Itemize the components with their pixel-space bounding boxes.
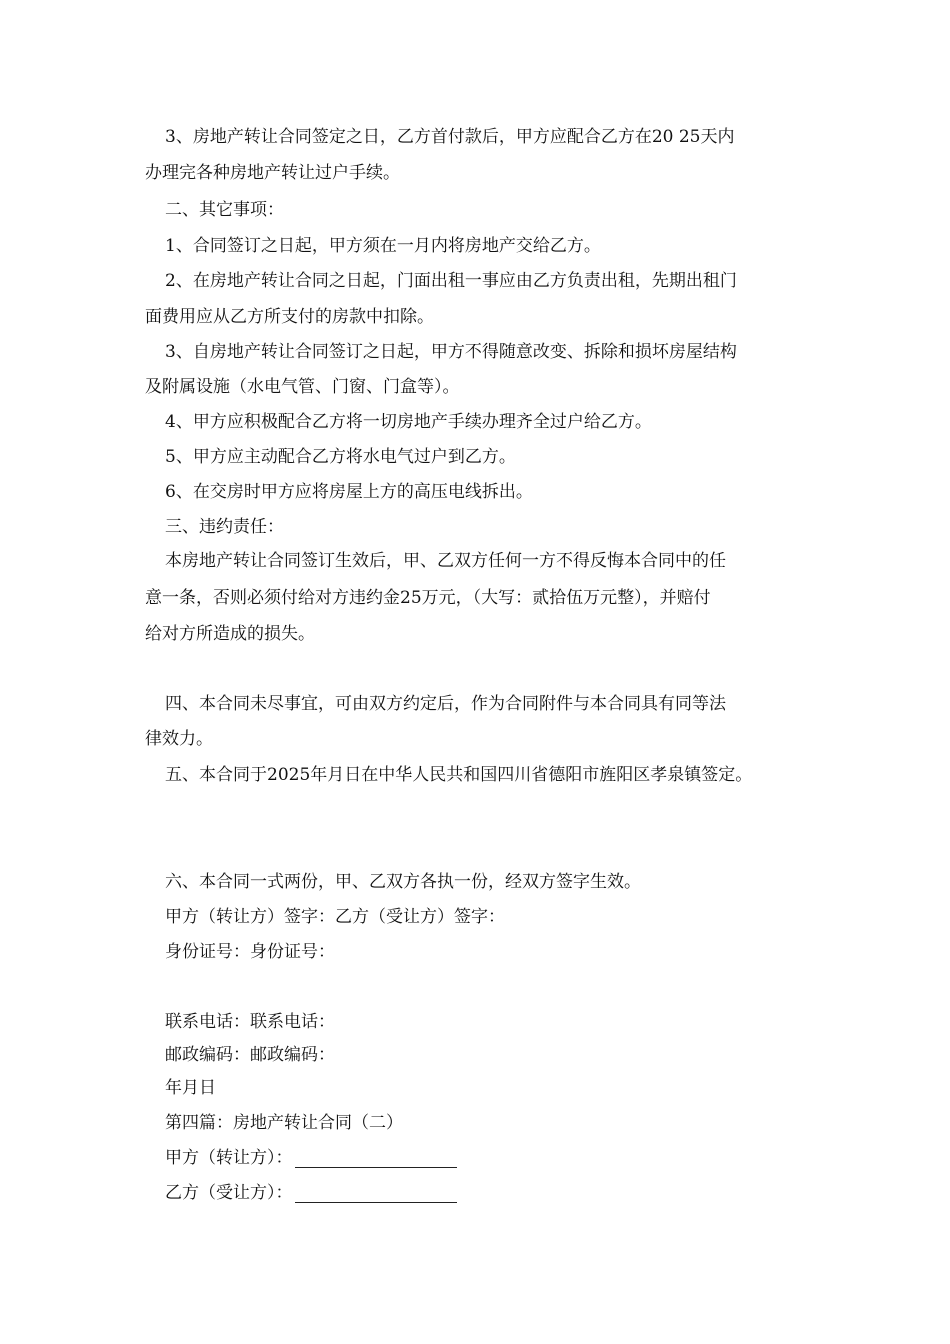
- other-item-2-line-2: 面费用应从乙方所支付的房款中扣除。: [145, 307, 434, 327]
- clause-3-line-2: 办理完各种房地产转让过户手续。: [145, 163, 400, 183]
- phone-line: 联系电话：联系电话：: [165, 1012, 335, 1032]
- party-b-row: [165, 1183, 457, 1203]
- section-heading-liability: 三、违约责任：: [165, 517, 284, 537]
- liability-line-1: 本房地产转让合同签订生效后，甲、乙双方任何一方不得反悔本合同中的任: [165, 551, 726, 571]
- liability-line-3: 给对方所造成的损失。: [145, 624, 315, 644]
- party-b-blank: [295, 1186, 457, 1203]
- chapter-title: 第四篇：房地产转让合同（二）: [165, 1113, 403, 1133]
- party-a-blank: [295, 1151, 457, 1168]
- other-item-3-line-2: 及附属设施（水电气管、门窗、门盒等）。: [145, 377, 460, 397]
- postal-code-line: 邮政编码：邮政编码：: [165, 1045, 335, 1065]
- other-item-2-line-1: 2、在房地产转让合同之日起，门面出租一事应由乙方负责出租，先期出租门: [165, 271, 737, 291]
- other-item-6: 6、在交房时甲方应将房屋上方的高压电线拆出。: [165, 482, 533, 502]
- clause-six: 六、本合同一式两份，甲、乙双方各执一份，经双方签字生效。: [165, 872, 641, 892]
- date-line: 年月日: [165, 1078, 216, 1098]
- section-heading-other-matters: 二、其它事项：: [165, 200, 284, 220]
- liability-line-2: 意一条，否则必须付给对方违约金25万元，（大写：贰拾伍万元整），并赔付: [145, 588, 711, 608]
- other-item-1: 1、合同签订之日起，甲方须在一月内将房地产交给乙方。: [165, 236, 601, 256]
- party-a-row: [165, 1148, 457, 1168]
- id-number-line: 身份证号：身份证号：: [165, 942, 335, 962]
- party-a-label: 甲方（转让方）：: [165, 1148, 293, 1168]
- clause-four-line-1: 四、本合同未尽事宜，可由双方约定后，作为合同附件与本合同具有同等法: [165, 694, 726, 714]
- signature-line: 甲方（转让方）签字：乙方（受让方）签字：: [165, 907, 505, 927]
- clause-five: 五、本合同于2025年月日在中华人民共和国四川省德阳市旌阳区孝泉镇签定。: [165, 765, 753, 785]
- party-b-label: 乙方（受让方）：: [165, 1183, 293, 1203]
- other-item-4: 4、甲方应积极配合乙方将一切房地产手续办理齐全过户给乙方。: [165, 412, 652, 432]
- other-item-5: 5、甲方应主动配合乙方将水电气过户到乙方。: [165, 447, 516, 467]
- clause-four-line-2: 律效力。: [145, 729, 213, 749]
- other-item-3-line-1: 3、自房地产转让合同签订之日起，甲方不得随意改变、拆除和损坏房屋结构: [165, 342, 737, 362]
- clause-3-line-1: 3、房地产转让合同签定之日，乙方首付款后，甲方应配合乙方在20 25天内: [165, 127, 735, 147]
